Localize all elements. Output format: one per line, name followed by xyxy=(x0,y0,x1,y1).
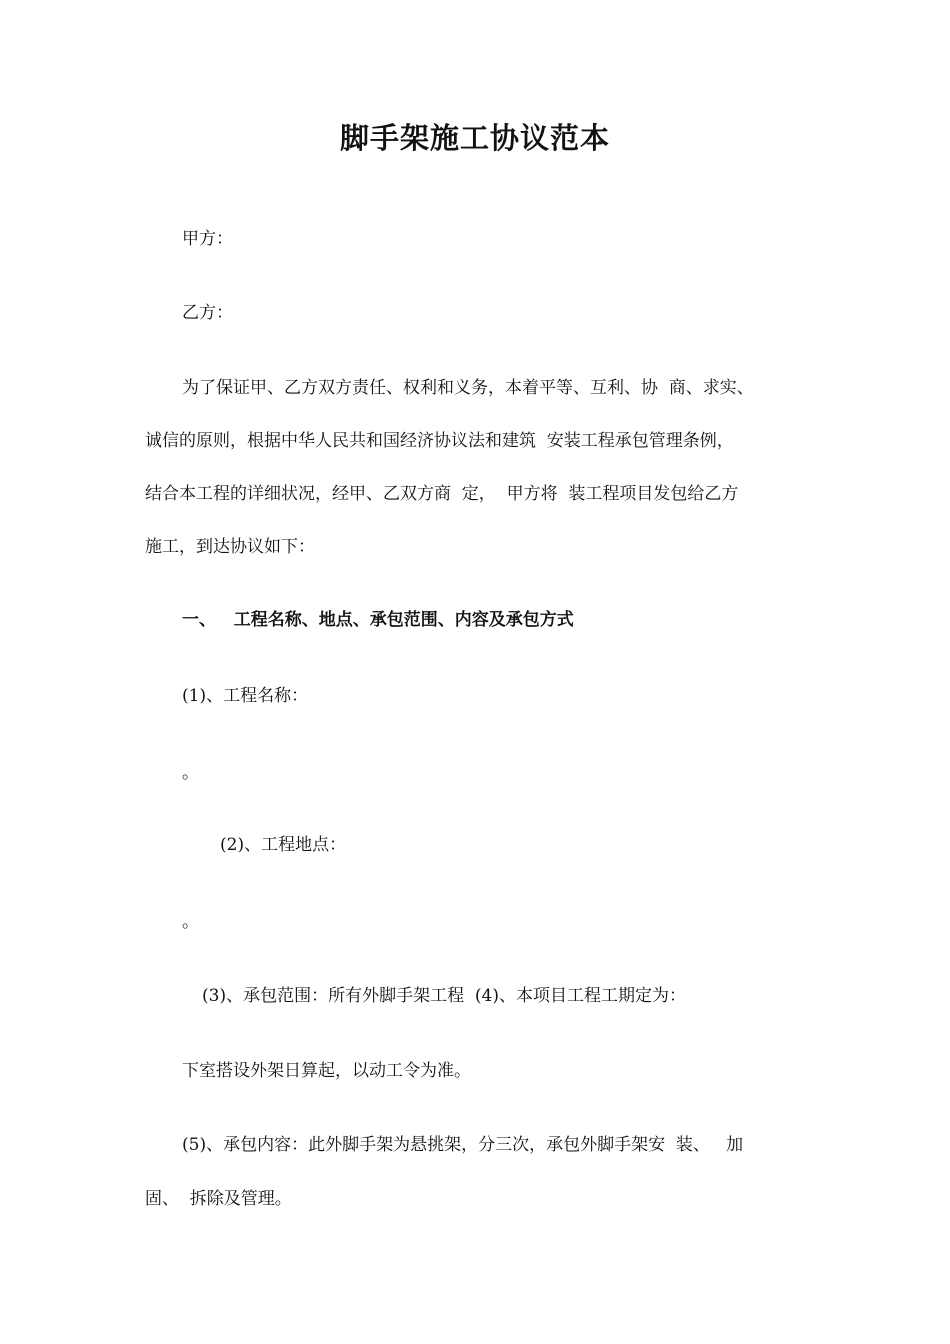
section-1-heading: 一、 工程名称、地点、承包范围、内容及承包方式 xyxy=(182,610,574,630)
item-3-4-scope-and-duration: (3)、承包范围：所有外脚手架工程 (4)、本项目工程工期定为： xyxy=(202,986,686,1006)
item-2-value: 。 xyxy=(182,912,199,932)
item-2-project-location: (2)、工程地点： xyxy=(220,835,347,855)
document-title: 脚手架施工协议范本 xyxy=(339,121,610,155)
intro-line-2: 诚信的原则，根据中华人民共和国经济协议法和建筑 安装工程承包管理条例， xyxy=(145,431,734,451)
party-a-label: 甲方： xyxy=(182,229,233,249)
item-1-value: 。 xyxy=(182,763,199,783)
item-4-value: 下室搭设外架日算起，以动工令为准。 xyxy=(182,1061,471,1081)
intro-line-3: 结合本工程的详细状况，经甲、乙双方商 定， 甲方将 装工程项目发包给乙方 xyxy=(145,484,739,504)
intro-line-4: 施工，到达协议如下： xyxy=(145,537,315,557)
item-5-line-2: 固、 拆除及管理。 xyxy=(145,1189,292,1209)
party-b-label: 乙方： xyxy=(182,303,233,323)
intro-line-1: 为了保证甲、乙方双方责任、权利和义务，本着平等、互利、协 商、求实、 xyxy=(182,378,754,398)
item-1-project-name: (1)、工程名称： xyxy=(182,686,309,706)
item-5-line-1: (5)、承包内容：此外脚手架为悬挑架，分三次，承包外脚手架安 装、 加 xyxy=(182,1135,744,1155)
